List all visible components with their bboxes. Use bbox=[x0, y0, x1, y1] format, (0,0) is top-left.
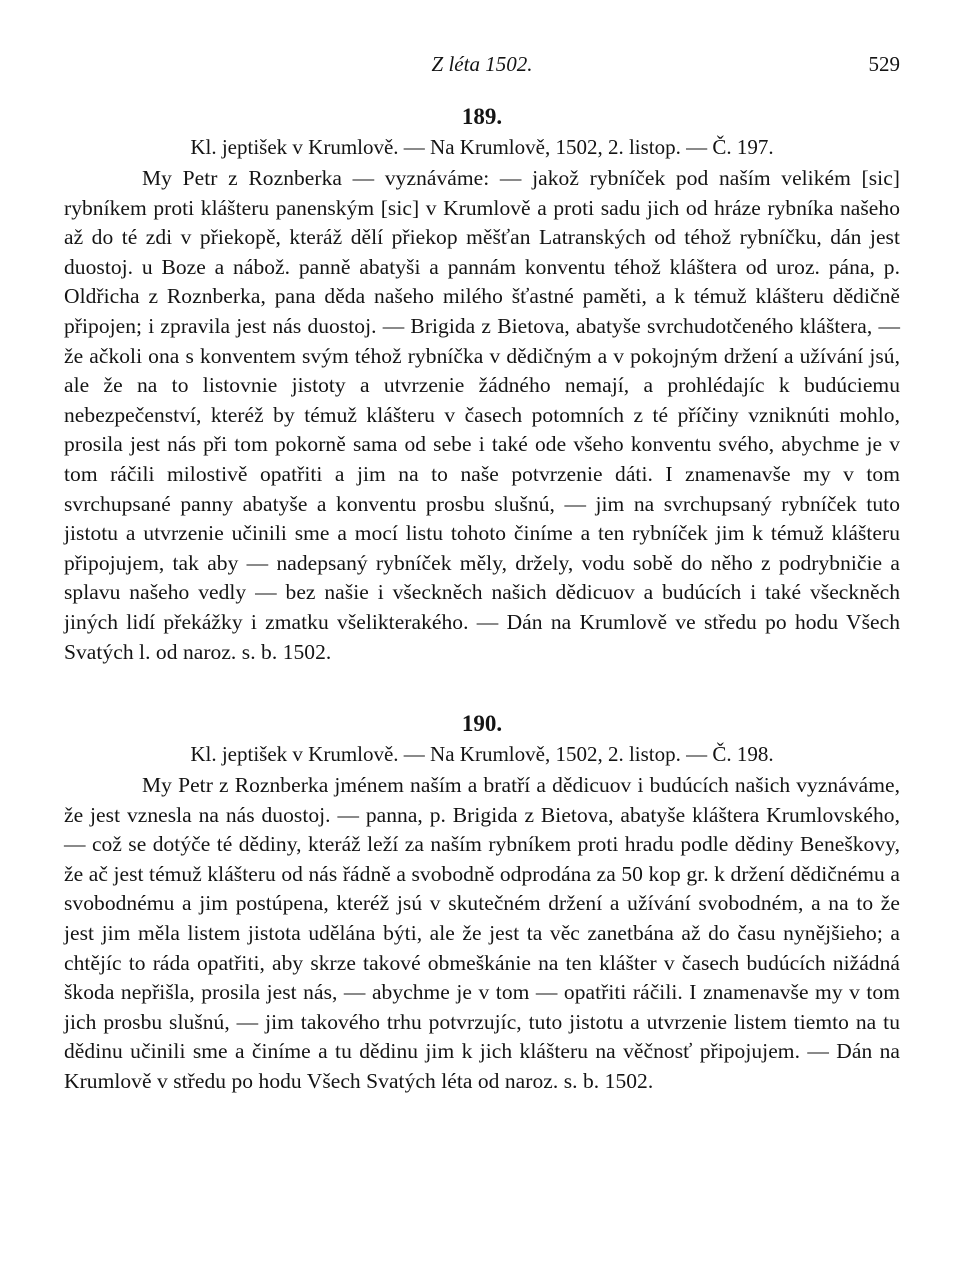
document-body: My Petr z Roznberka — vyznáváme: — jakož rybníček pod naším velikém [sic] rybníkem proti klášteru panenským [sic] v Krumlově a proti sadu jich od hráze rybníka našeho až do té zdi v přiekopě, kteráž dělí přiekop měšťan Latranských od téhož rybníčku, dán jest duostoj. u Boze a nábož. panně abatyši a pannám konventu téhož kláštera od uroz. pána, p. Oldřicha z Roznberka, pana děda našeho milého šťastné paměti, a k témuž klášteru dědičně připojen; i zpravila jest nás duostoj. — Brigida z Bietova, abatyše svrchudotčeného kláštera, — že ačkoli ona s konventem svým téhož rybníčka v dědičným a v pokojným držení a užívání jsú, ale že na to listovnie jistoty a utvrzenie žádného nemají, a prohlédajíc k budúciemu nebezpečenství, kteréž by témuž klášteru v časech potomních z té příčiny vzniknúti mohlo, prosila jest nás při tom pokorně sama od sebe i také ode všeho konventu svého, abychme je v tom ráčili milostivě opatřiti a jim na to naše potvrzenie dáti. I znamenavše my v tom svrchupsané panny abatyše a konventu prosbu slušnú, — jim na svrchupsaný rybníček tuto jistotu a utvrzenie učinili sme a mocí listu tohoto činíme a ten rybníček jim k témuž klášteru připojujem, tak aby — nadepsaný rybníček měly, držely, vodu sobě do něho z podrybničie a splavu našeho vedly — bez našie i všeckněch našich dědicuov a budúcích i také všeckněch jiných lidí překážky i zmatku všelikterakého. — Dán na Krumlově ve středu po hodu Všech Svatých l. od naroz. s. b. 1502. bbox=[64, 166, 900, 664]
running-head bbox=[64, 52, 900, 86]
document-number: 190. bbox=[461, 711, 503, 737]
document-entry-189 bbox=[64, 102, 900, 667]
running-title: Z léta 1502. bbox=[431, 52, 533, 76]
document-number: 189. bbox=[461, 104, 503, 129]
document-entry-190 bbox=[64, 709, 900, 1097]
document-header: Kl. jeptišek v Krumlově. — Na Krumlově, 1502, 2. listop. — Č. 197. bbox=[190, 135, 774, 159]
document-header: Kl. jeptišek v Krumlově. — Na Krumlově, 1502, 2. listop. — Č. 198. bbox=[190, 742, 774, 767]
document-page bbox=[64, 52, 900, 1097]
document-body: My Petr z Roznberka jménem naším a bratří a dědicuov i budúcích našich vyznáváme, že jest vznesla na nás duostoj. — panna, p. Brigida z Bietova, abatyše kláštera Krumlovského, — což se dotýče té dědiny, kteráž leží za naším rybníkem proti hradu podle dědiny Beneškovy, že ač jest témuž klášteru od nás řádně a svobodně odprodána za 50 kop gr. k držení dědičnému a svobodnému a jim postúpena, kteréž jsú v skutečném držení a užívání svobodném, a na to že jest jim měla listem jistota udělána býti, ale že jest ta věc zanetbána až do času nynějšieho; a chtějíc to ráda opatřiti, aby skrze takové obmeškánie na ten klášter v časech budúcích nižádná škoda nepřišla, prosila jest nás, — abychme je v tom — opatřiti ráčili. I znamenavše my v tom jich prosbu slušnú, — jim takového trhu potvrzujíc, tuto jistotu a utvrzenie listem tiemto na tu dědinu učinili sme a činíme a tu dědinu jim k jich klášteru na věčnosť připojujem. — Dán na Krumlově v středu po hodu Všech Svatých léta od naroz. s. b. 1502. bbox=[64, 773, 900, 1094]
page-number: 529 bbox=[868, 52, 900, 76]
